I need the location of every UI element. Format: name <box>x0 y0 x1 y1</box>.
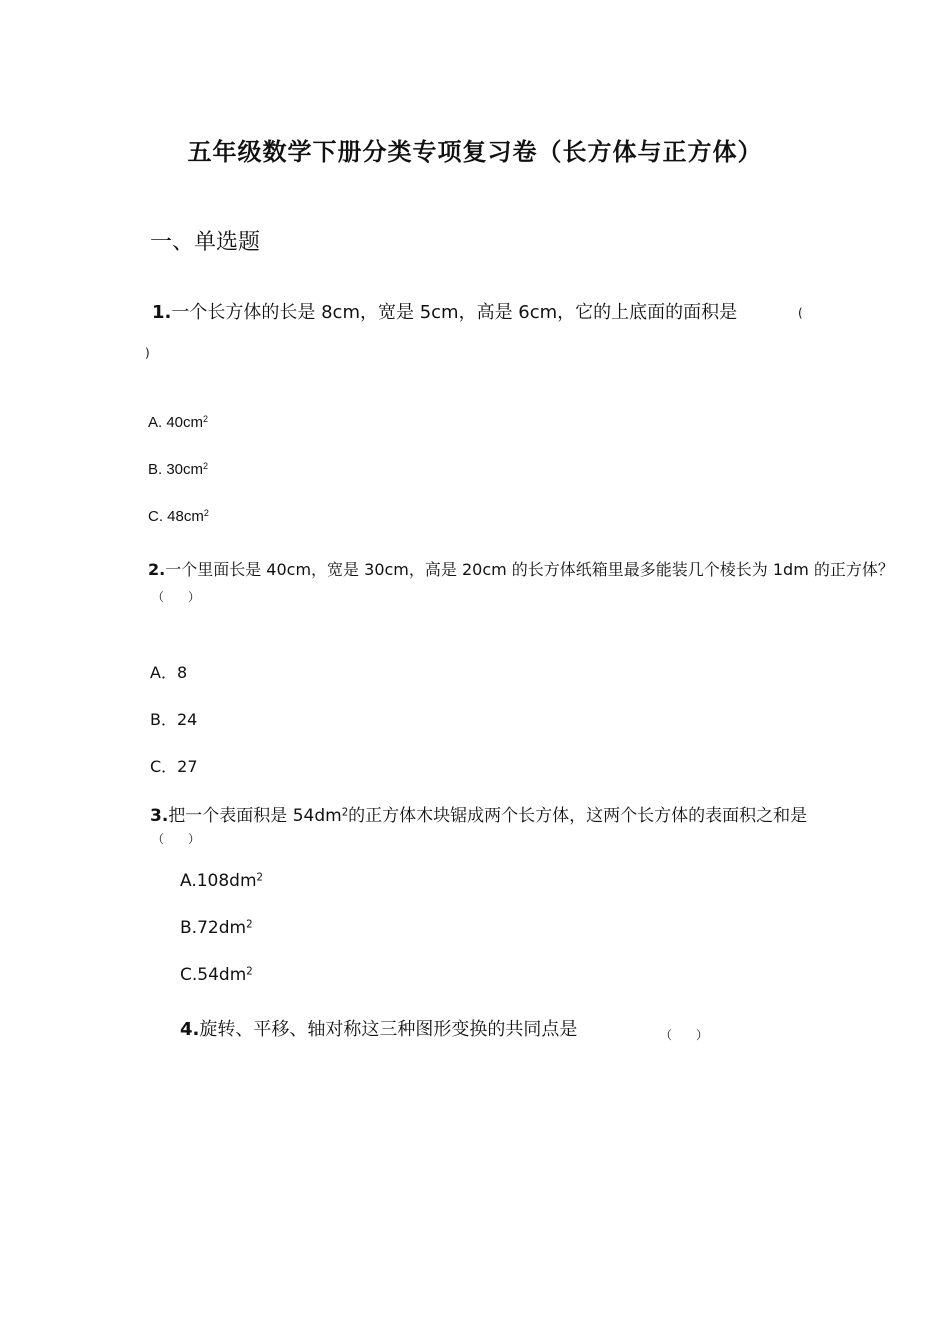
option-label: C. 48cm <box>148 508 204 525</box>
section-heading: 一、单选题 <box>150 230 261 255</box>
answer-blank: （ ） <box>660 1028 709 1042</box>
question-text: 一个里面长是 40cm，宽是 30cm，高是 20cm 的长方体纸箱里最多能装几个棱长为 1dm 的正方体？ <box>165 560 894 579</box>
option-b[interactable]: B．24 <box>150 710 198 729</box>
option-label: A.108dm <box>180 871 257 891</box>
question-number: 4. <box>180 1019 200 1040</box>
option-superscript: 2 <box>246 919 253 931</box>
answer-blank: （ ） <box>152 590 201 604</box>
option-superscript: 2 <box>203 461 209 472</box>
question-text-after: 的正方体木块锯成两个长方体，这两个长方体的表面积之和是 <box>348 806 808 826</box>
page-title: 五年级数学下册分类专项复习卷（长方体与正方体） <box>187 137 763 166</box>
answer-paren-open: ( <box>798 306 803 320</box>
question-number: 3. <box>150 806 169 826</box>
option-a[interactable] <box>148 414 208 431</box>
question-4 <box>180 1015 577 1041</box>
option-a[interactable] <box>180 871 263 891</box>
option-superscript: 2 <box>246 966 253 978</box>
question-text: 一个长方体的长是 8cm，宽是 5cm，高是 6cm，它的上底面的面积是 <box>171 302 738 323</box>
option-b[interactable] <box>180 918 253 938</box>
option-label: C.54dm <box>180 965 247 985</box>
answer-paren-close: ) <box>145 346 150 360</box>
option-c[interactable] <box>148 508 209 525</box>
option-label: A. 40cm <box>148 414 204 431</box>
question-superscript: 2 <box>341 807 349 819</box>
option-label: B. 30cm <box>148 461 204 478</box>
option-a[interactable]: A．8 <box>150 663 188 682</box>
option-superscript: 2 <box>203 414 209 425</box>
question-number: 1. <box>152 302 172 323</box>
question-text: 旋转、平移、轴对称这三种图形变换的共同点是 <box>199 1019 578 1040</box>
question-1 <box>152 298 737 324</box>
option-superscript: 2 <box>203 508 209 519</box>
question-2 <box>148 557 894 580</box>
answer-blank: （ ） <box>152 832 201 846</box>
option-c[interactable] <box>180 965 253 985</box>
option-b[interactable] <box>148 461 208 478</box>
option-superscript: 2 <box>256 872 264 884</box>
question-3 <box>150 801 807 826</box>
question-text-before: 把一个表面积是 54dm <box>168 806 342 826</box>
question-number: 2. <box>148 560 166 579</box>
option-c[interactable]: C．27 <box>150 757 198 776</box>
option-label: B.72dm <box>180 918 247 938</box>
